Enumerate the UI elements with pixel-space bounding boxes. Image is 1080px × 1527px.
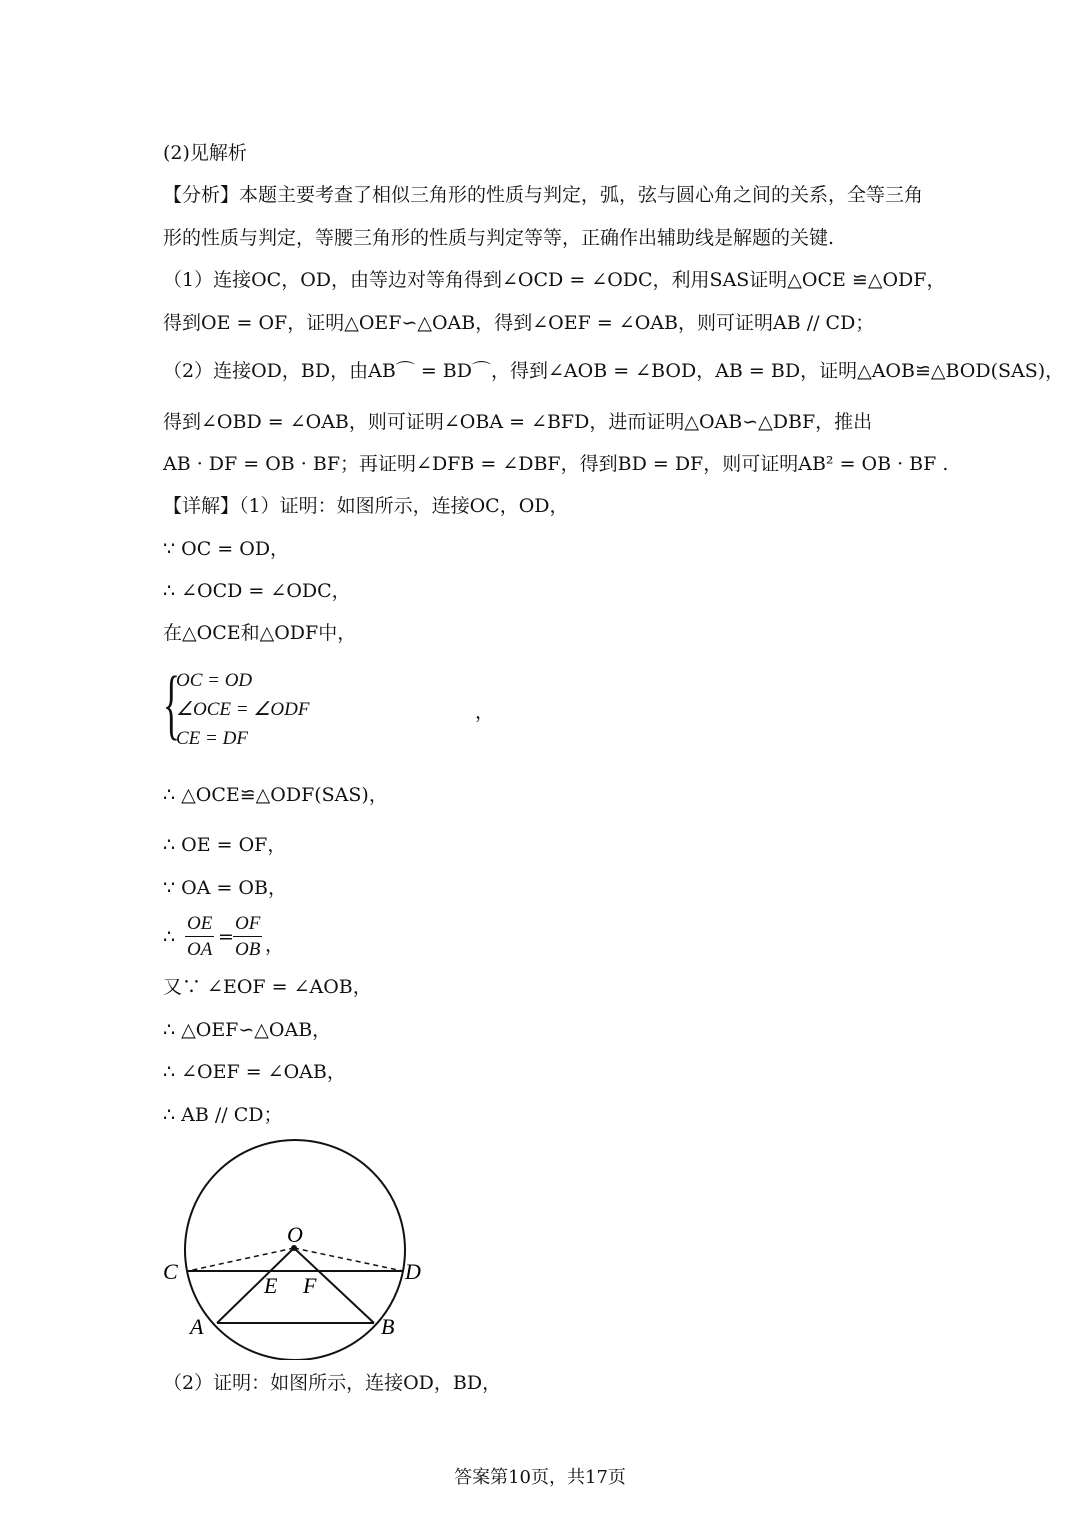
analysis-line-1: 【分析】本题主要考查了相似三角形的性质与判定，弧，弦与圆心角之间的关系，全等三角 — [163, 184, 924, 206]
proof-step-congruent: ∴ △OCE≌△ODF(SAS)， — [163, 784, 388, 806]
analysis-line-7: AB · DF = OB · BF；再证明∠DFB = ∠DBF，得到BD = DF，则可证明AB² = OB · BF . — [163, 453, 949, 475]
proof-step-3: 在△OCE和△ODF中， — [163, 622, 357, 644]
system-row-2: ∠OCE = ∠ODF — [176, 699, 310, 720]
system-row-1: OC = OD — [176, 670, 253, 691]
analysis-line-3: （1）连接OC，OD，由等边对等角得到∠OCD = ∠ODC，利用SAS证明△OCE ≌△ODF， — [163, 269, 946, 291]
fraction-comma: ， — [265, 934, 285, 956]
label-e: E — [264, 1273, 278, 1298]
dashed-od — [294, 1248, 403, 1271]
proof-step-oa-ob: ∵ OA = OB， — [163, 877, 287, 899]
segment-oa — [217, 1248, 294, 1323]
proof-step-angle-oef: ∴ ∠OEF = ∠OAB， — [163, 1061, 346, 1083]
label-f: F — [303, 1273, 317, 1298]
analysis-line-5: （2）连接OD，BD，由AB⌒ = BD⌒，得到∠AOB = ∠BOD，AB = BD，证明△AOB≌△BOD(SAS)， — [163, 360, 1065, 382]
proof-step-1: ∵ OC = OD， — [163, 538, 290, 560]
page-footer: 答案第10页，共17页 — [454, 1467, 626, 1488]
numerator: OF — [233, 912, 262, 937]
geometry-figure — [160, 1130, 440, 1360]
label-b: B — [381, 1314, 395, 1339]
proof-step-angle-eof: 又∵ ∠EOF = ∠AOB， — [163, 976, 372, 998]
analysis-line-6: 得到∠OBD = ∠OAB，则可证明∠OBA = ∠BFD，进而证明△OAB∽△DBF，推出 — [163, 411, 873, 433]
proof-step-oe-of: ∴ OE = OF， — [163, 834, 287, 856]
proof-part-2-heading: （2）证明：如图所示，连接OD，BD， — [163, 1372, 502, 1394]
denominator: OA — [187, 939, 213, 960]
label-d: D — [405, 1259, 421, 1284]
proof-step-parallel: ∴ AB // CD； — [163, 1104, 283, 1126]
label-o: O — [287, 1222, 303, 1247]
left-brace: { — [163, 660, 180, 747]
equals-sign: = — [218, 926, 234, 948]
analysis-line-2: 形的性质与判定，等腰三角形的性质与判定等等，正确作出辅助线是解题的关键. — [163, 227, 835, 249]
fraction-of-ob — [233, 912, 262, 963]
proof-step-similar: ∴ △OEF∽△OAB， — [163, 1019, 332, 1041]
denominator: OB — [235, 939, 261, 960]
dashed-oc — [188, 1248, 294, 1271]
system-row-3: CE = DF — [176, 728, 248, 749]
label-a: A — [190, 1314, 204, 1339]
proof-step-2: ∴ ∠OCD = ∠ODC， — [163, 580, 351, 602]
system-comma: ， — [475, 701, 495, 723]
analysis-line-4: 得到OE = OF，证明△OEF∽△OAB，得到∠OEF = ∠OAB，则可证明AB // CD； — [163, 312, 875, 334]
detail-heading: 【详解】（1）证明：如图所示，连接OC，OD， — [163, 495, 569, 517]
numerator: OE — [185, 912, 214, 937]
therefore-symbol: ∴ — [163, 926, 176, 948]
answer-part-2: (2)见解析 — [163, 142, 247, 164]
fraction-oe-oa — [185, 912, 214, 963]
label-c: C — [163, 1259, 178, 1284]
